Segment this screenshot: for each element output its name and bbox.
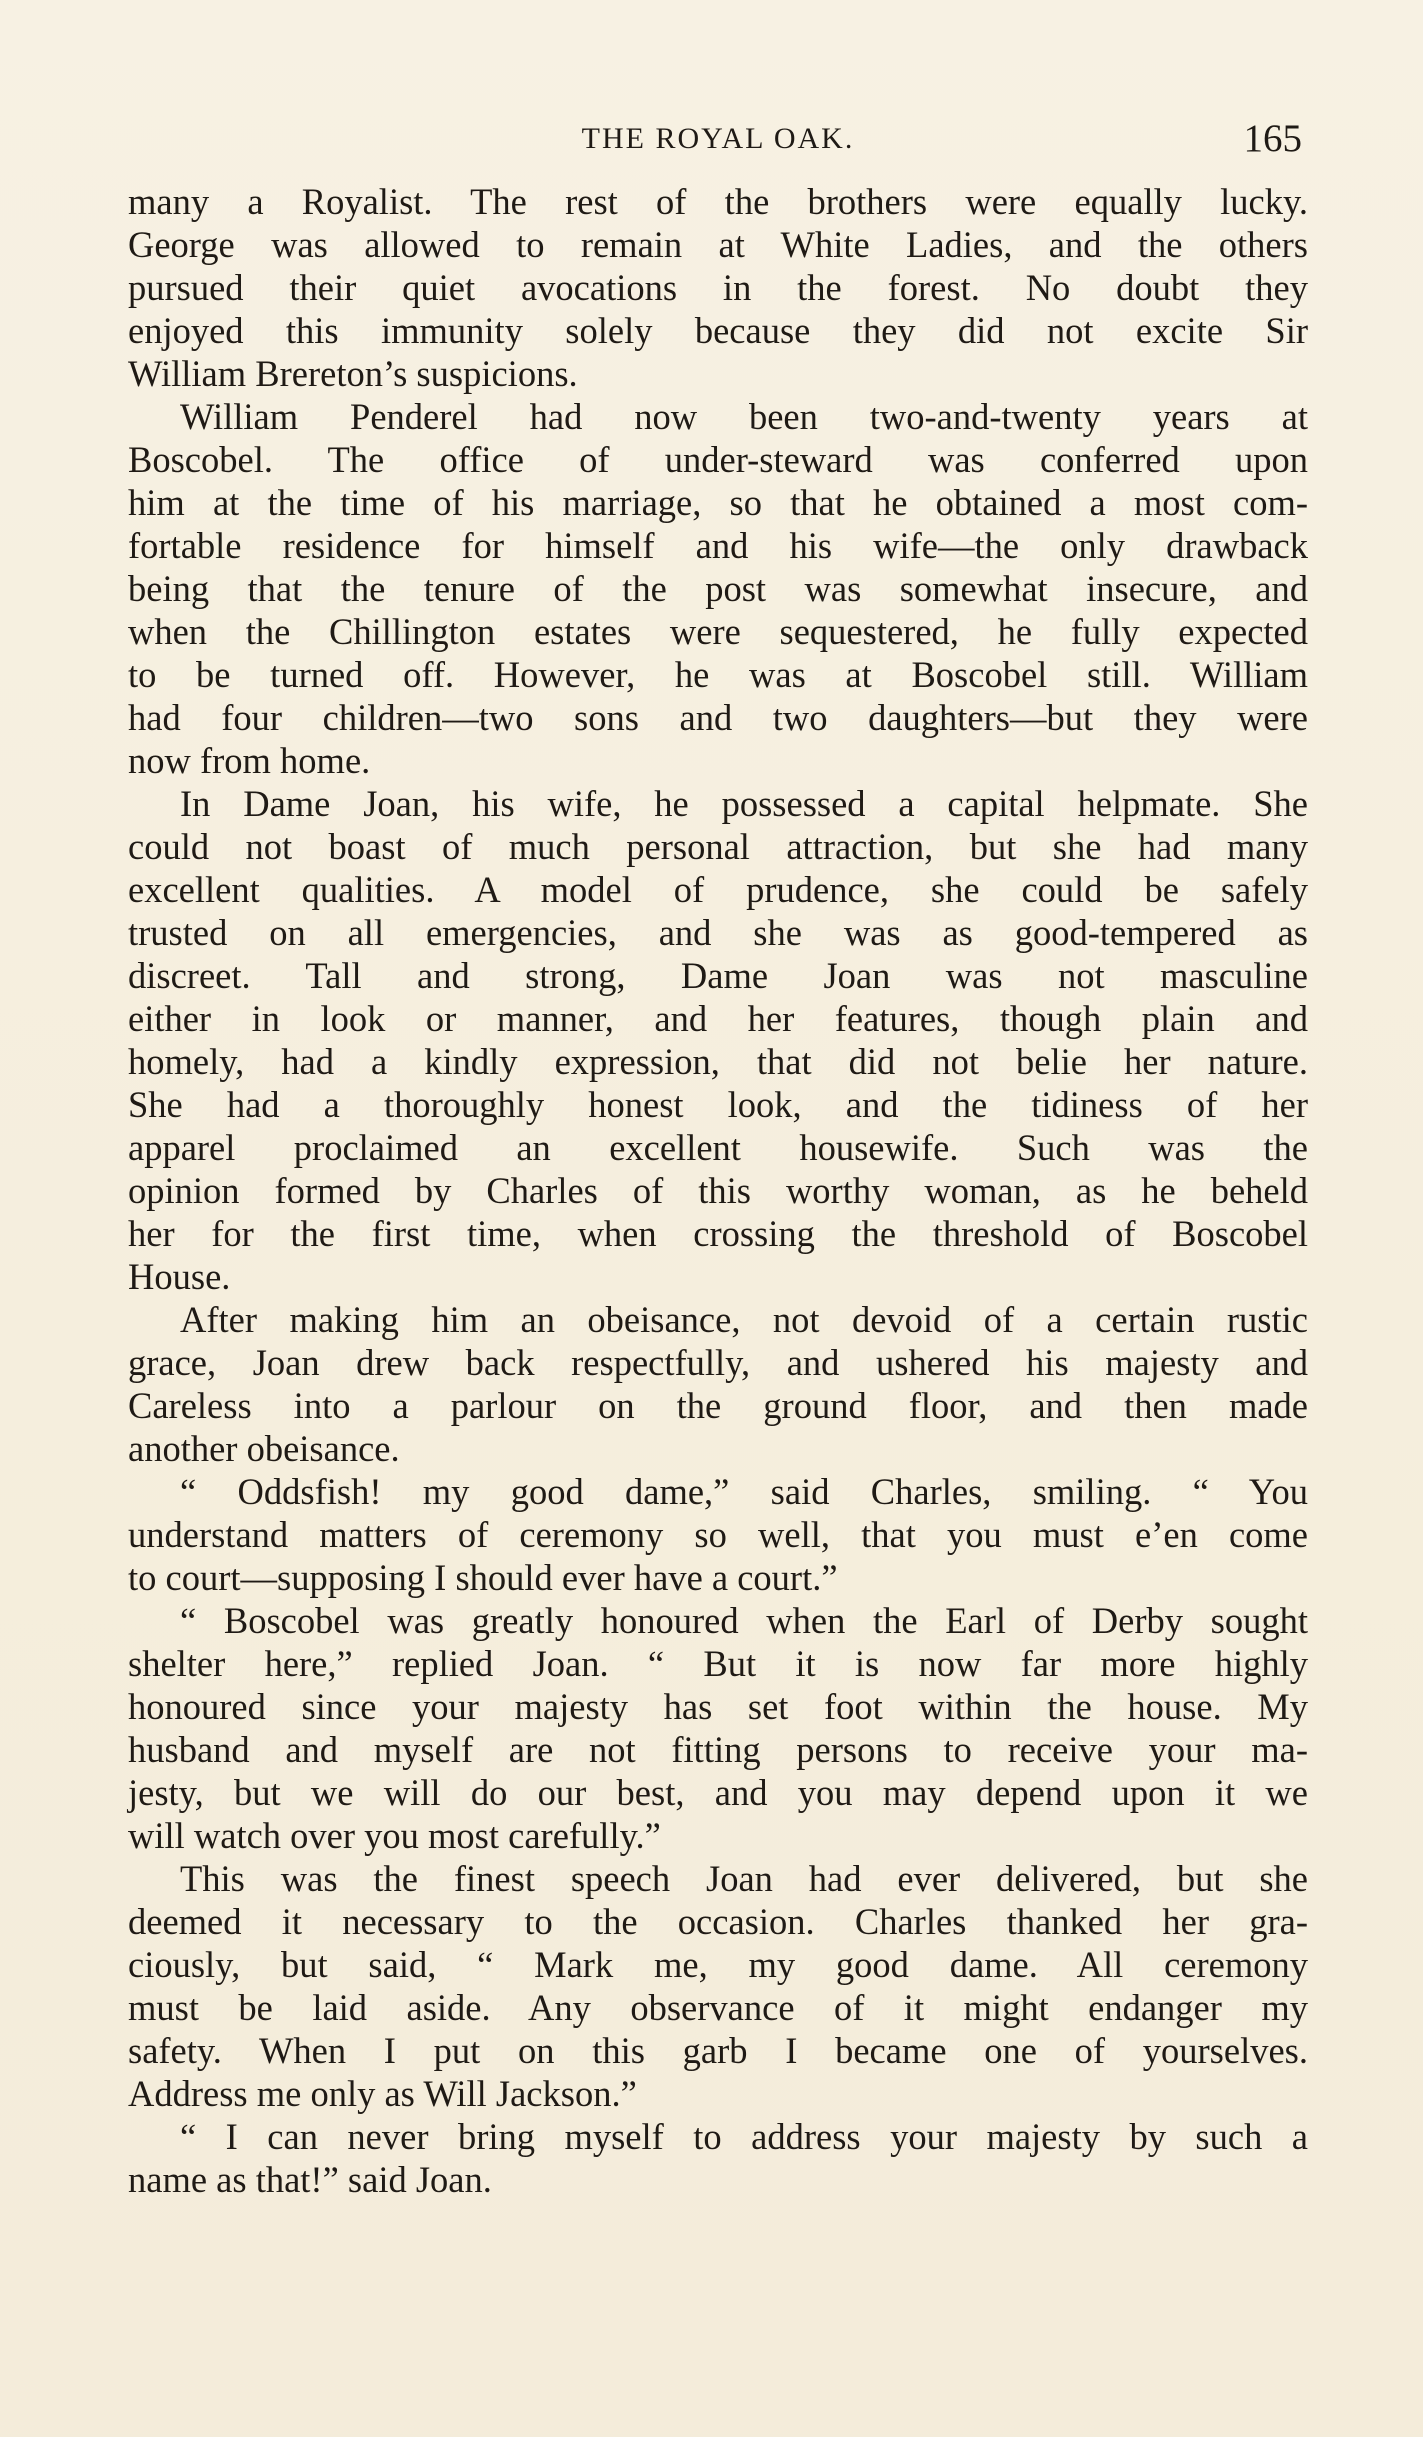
text-line: “ Boscobel was greatly honoured when the Earl of Derby sought <box>180 1600 1308 1641</box>
text-line: name as that!” said Joan. <box>128 2159 492 2200</box>
text-line: discreet. Tall and strong, Dame Joan was not masculine <box>128 955 1308 996</box>
text-line: Careless into a parlour on the ground floor, and then made <box>128 1385 1308 1426</box>
paragraph <box>128 1599 1308 1857</box>
text-line: William Penderel had now been two-and-twenty years at <box>180 396 1308 437</box>
text-line: could not boast of much personal attraction, but she had many <box>128 826 1308 867</box>
text-line: grace, Joan drew back respectfully, and ushered his majesty and <box>128 1342 1308 1383</box>
text-line: another obeisance. <box>128 1428 400 1469</box>
text-line: Boscobel. The office of under-steward was conferred upon <box>128 439 1308 480</box>
text-line: “ Oddsfish! my good dame,” said Charles, smiling. “ You <box>180 1471 1308 1512</box>
text-line: pursued their quiet avocations in the forest. No doubt they <box>128 267 1308 308</box>
paragraph <box>128 2115 1308 2201</box>
text-line: shelter here,” replied Joan. “ But it is now far more highly <box>128 1643 1308 1684</box>
paragraph <box>128 395 1308 782</box>
text-line: understand matters of ceremony so well, that you must e’en come <box>128 1514 1308 1555</box>
text-line: being that the tenure of the post was somewhat insecure, and <box>128 568 1308 609</box>
text-line: him at the time of his marriage, so that he obtained a most com- <box>128 482 1308 523</box>
text-line: fortable residence for himself and his wife—the only drawback <box>128 525 1308 566</box>
text-line: This was the finest speech Joan had ever delivered, but she <box>180 1858 1308 1899</box>
text-line: when the Chillington estates were sequestered, he fully expected <box>128 611 1308 652</box>
text-line: ciously, but said, “ Mark me, my good dame. All ceremony <box>128 1944 1308 1985</box>
text-line: now from home. <box>128 740 371 781</box>
body-text <box>128 180 1308 2201</box>
paragraph <box>128 1857 1308 2115</box>
text-line: opinion formed by Charles of this worthy woman, as he beheld <box>128 1170 1308 1211</box>
text-line: many a Royalist. The rest of the brothers were equally lucky. <box>128 181 1308 222</box>
text-line: safety. When I put on this garb I became one of yourselves. <box>128 2030 1308 2071</box>
text-line: honoured since your majesty has set foot within the house. My <box>128 1686 1308 1727</box>
text-line: must be laid aside. Any observance of it might endanger my <box>128 1987 1308 2028</box>
text-line: her for the first time, when crossing the threshold of Boscobel <box>128 1213 1308 1254</box>
text-line: deemed it necessary to the occasion. Charles thanked her gra- <box>128 1901 1308 1942</box>
text-line: enjoyed this immunity solely because they did not excite Sir <box>128 310 1308 351</box>
text-line: She had a thoroughly honest look, and the tidiness of her <box>128 1084 1308 1125</box>
text-line: to court—supposing I should ever have a court.” <box>128 1557 838 1598</box>
text-line: to be turned off. However, he was at Boscobel still. William <box>128 654 1308 695</box>
running-head <box>128 118 1308 162</box>
text-line: House. <box>128 1256 231 1297</box>
text-line: George was allowed to remain at White Ladies, and the others <box>128 224 1308 265</box>
text-line: apparel proclaimed an excellent housewife. Such was the <box>128 1127 1308 1168</box>
text-line: trusted on all emergencies, and she was as good-tempered as <box>128 912 1308 953</box>
text-line: In Dame Joan, his wife, he possessed a capital helpmate. She <box>180 783 1308 824</box>
text-line: either in look or manner, and her features, though plain and <box>128 998 1308 1039</box>
text-line: excellent qualities. A model of prudence, she could be safely <box>128 869 1308 910</box>
text-line: After making him an obeisance, not devoid of a certain rustic <box>180 1299 1308 1340</box>
text-line: “ I can never bring myself to address your majesty by such a <box>180 2116 1308 2157</box>
paragraph <box>128 782 1308 1298</box>
text-line: Address me only as Will Jackson.” <box>128 2073 637 2114</box>
text-line: will watch over you most carefully.” <box>128 1815 661 1856</box>
text-line: jesty, but we will do our best, and you may depend upon it we <box>128 1772 1308 1813</box>
page-number: 165 <box>1243 117 1302 160</box>
text-line: had four children—two sons and two daughters—but they were <box>128 697 1308 738</box>
paragraph <box>128 1470 1308 1599</box>
text-line: husband and myself are not fitting persons to receive your ma- <box>128 1729 1308 1770</box>
running-title: THE ROYAL OAK. <box>581 122 855 155</box>
paragraph <box>128 1298 1308 1470</box>
text-line: William Brereton’s suspicions. <box>128 353 578 394</box>
text-line: homely, had a kindly expression, that did not belie her nature. <box>128 1041 1308 1082</box>
paragraph <box>128 180 1308 395</box>
